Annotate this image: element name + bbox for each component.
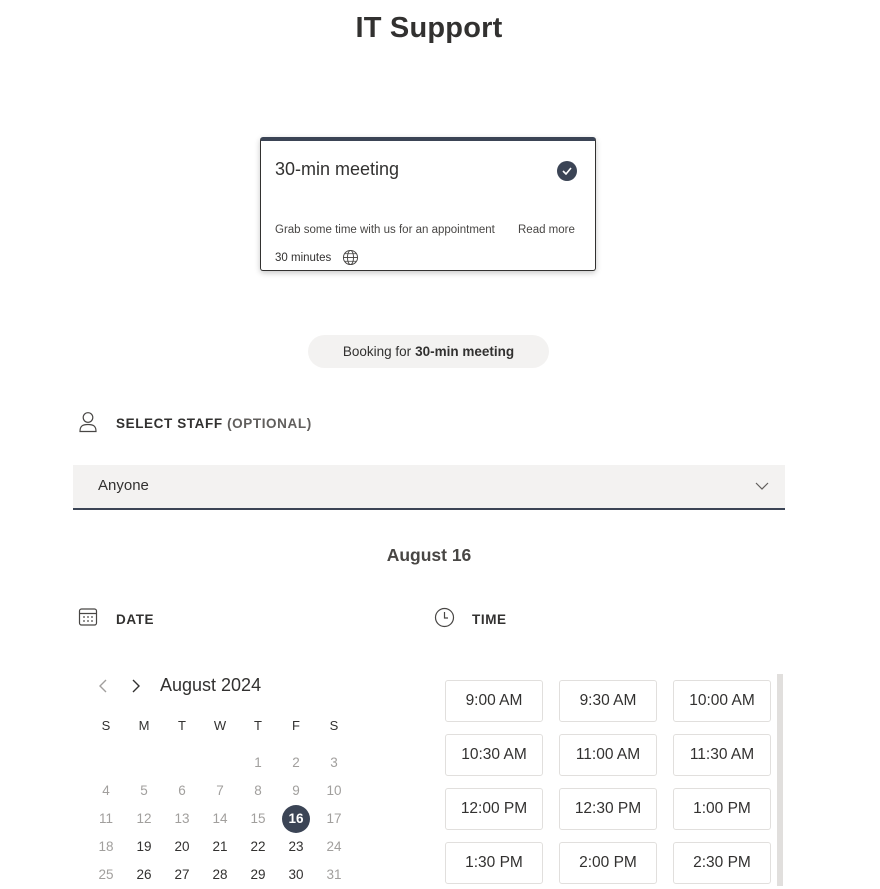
calendar-day[interactable]: 21 bbox=[212, 839, 228, 854]
calendar-day[interactable]: 4 bbox=[102, 783, 110, 798]
calendar-day[interactable]: 7 bbox=[216, 783, 224, 798]
time-slot-button[interactable]: 12:30 PM bbox=[559, 788, 657, 830]
calendar-day[interactable]: 12 bbox=[136, 811, 152, 826]
check-circle-icon bbox=[557, 161, 577, 181]
calendar-day[interactable]: 31 bbox=[326, 867, 342, 882]
calendar-day[interactable]: 26 bbox=[136, 867, 152, 882]
service-description: Grab some time with us for an appointment bbox=[275, 224, 495, 236]
read-more-link[interactable]: Read more bbox=[518, 224, 575, 236]
calendar-icon bbox=[78, 607, 98, 627]
time-slot-button[interactable]: 11:30 AM bbox=[673, 734, 771, 776]
time-slot-button[interactable]: 11:00 AM bbox=[559, 734, 657, 776]
calendar-day[interactable]: 20 bbox=[174, 839, 190, 854]
calendar-day[interactable]: 1 bbox=[254, 755, 262, 770]
previous-month-button[interactable] bbox=[97, 678, 109, 694]
time-slot-button[interactable]: 9:00 AM bbox=[445, 680, 543, 722]
calendar-day[interactable]: 29 bbox=[250, 867, 266, 882]
date-section-label: DATE bbox=[116, 612, 155, 627]
staff-dropdown-value: Anyone bbox=[98, 477, 149, 494]
page-title: IT Support bbox=[355, 12, 503, 44]
staff-optional-label: (OPTIONAL) bbox=[227, 416, 312, 431]
time-section-label: TIME bbox=[472, 612, 507, 627]
calendar-day[interactable]: 22 bbox=[250, 839, 266, 854]
calendar-day[interactable]: 10 bbox=[326, 783, 342, 798]
calendar-day[interactable]: 18 bbox=[98, 839, 114, 854]
booking-summary-service: 30-min meeting bbox=[415, 344, 515, 359]
next-month-button[interactable] bbox=[130, 678, 142, 694]
calendar-day[interactable]: 11 bbox=[98, 811, 113, 826]
weekday-header: T bbox=[178, 718, 186, 733]
staff-dropdown[interactable] bbox=[73, 465, 785, 510]
calendar-day[interactable]: 13 bbox=[174, 811, 190, 826]
time-slot-button[interactable]: 2:30 PM bbox=[673, 842, 771, 884]
weekday-header: T bbox=[254, 718, 262, 733]
time-slot-button[interactable]: 12:00 PM bbox=[445, 788, 543, 830]
calendar-month-label: August 2024 bbox=[160, 675, 262, 695]
weekday-header: W bbox=[213, 718, 227, 733]
time-slot-button[interactable]: 1:30 PM bbox=[445, 842, 543, 884]
clock-icon bbox=[434, 607, 455, 628]
calendar-day[interactable]: 15 bbox=[250, 811, 266, 826]
weekday-header: M bbox=[138, 718, 150, 733]
weekday-header: S bbox=[101, 718, 111, 733]
person-icon bbox=[78, 411, 98, 433]
time-slot-button[interactable]: 9:30 AM bbox=[559, 680, 657, 722]
calendar-day-selected[interactable]: 16 bbox=[282, 805, 310, 833]
chevron-down-icon bbox=[755, 481, 769, 491]
calendar-day[interactable]: 5 bbox=[140, 783, 148, 798]
calendar-day[interactable]: 9 bbox=[292, 783, 300, 798]
time-slot-button[interactable]: 10:00 AM bbox=[673, 680, 771, 722]
calendar-day[interactable]: 3 bbox=[330, 755, 338, 770]
calendar-day[interactable]: 28 bbox=[212, 867, 228, 882]
time-slot-button[interactable]: 2:00 PM bbox=[559, 842, 657, 884]
globe-icon[interactable] bbox=[342, 249, 359, 266]
calendar-day[interactable]: 2 bbox=[292, 755, 300, 770]
time-slot-button[interactable]: 1:00 PM bbox=[673, 788, 771, 830]
calendar-day[interactable]: 27 bbox=[174, 867, 190, 882]
calendar-day[interactable]: 8 bbox=[254, 783, 262, 798]
calendar-day[interactable]: 30 bbox=[288, 867, 304, 882]
staff-section-label bbox=[116, 416, 312, 431]
calendar-day[interactable]: 6 bbox=[178, 783, 186, 798]
service-duration: 30 minutes bbox=[275, 252, 332, 264]
calendar-day[interactable]: 23 bbox=[288, 839, 304, 854]
staff-label: SELECT STAFF bbox=[116, 416, 223, 431]
booking-summary bbox=[308, 335, 549, 368]
calendar-day[interactable]: 25 bbox=[98, 867, 114, 882]
booking-summary-prefix: Booking for bbox=[342, 344, 412, 359]
weekday-header: F bbox=[292, 718, 300, 733]
calendar-day[interactable]: 14 bbox=[212, 811, 228, 826]
calendar-day[interactable]: 19 bbox=[136, 839, 152, 854]
time-slot-button[interactable]: 10:30 AM bbox=[445, 734, 543, 776]
time-slots-scrollbar[interactable] bbox=[777, 674, 783, 886]
calendar-day[interactable]: 24 bbox=[326, 839, 342, 854]
service-card-title: 30-min meeting bbox=[275, 159, 400, 179]
service-card[interactable] bbox=[260, 137, 596, 271]
selected-date-heading: August 16 bbox=[386, 545, 472, 565]
weekday-header: S bbox=[329, 718, 339, 733]
calendar-day[interactable]: 17 bbox=[326, 811, 342, 826]
